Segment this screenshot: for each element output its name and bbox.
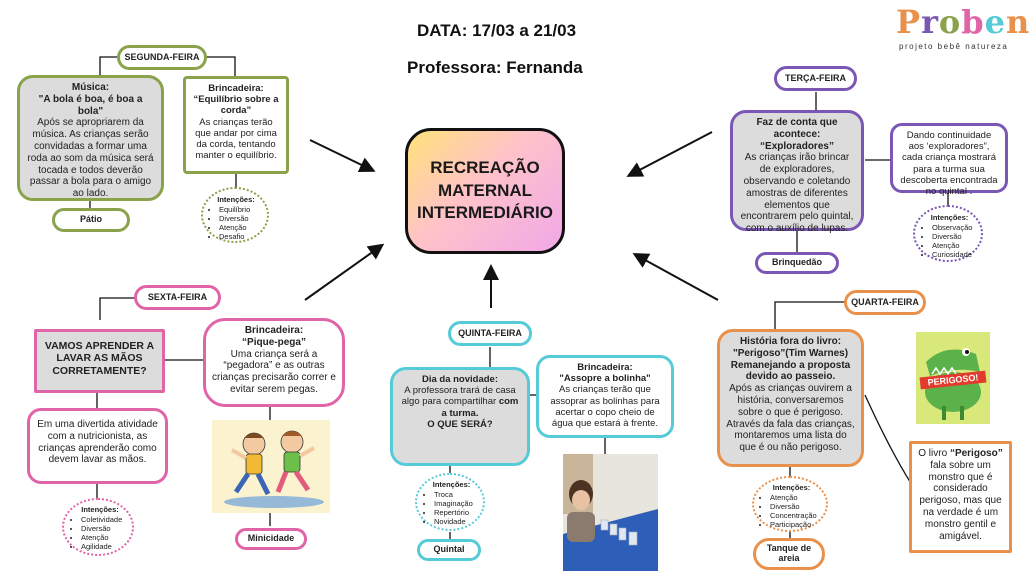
logo-letter: o [938, 3, 962, 41]
header-teacher: Professora: Fernanda [407, 58, 583, 77]
child-blowing-photo [563, 454, 658, 571]
monday-game-box [183, 76, 289, 174]
intentions-title: Intenções: [217, 195, 255, 204]
tuesday-intentions [913, 205, 983, 262]
thursday-game-heading: Brincadeira: [577, 362, 633, 373]
thursday-game-text: As crianças terão que assoprar as bolinhas para acertar o copo cheio de água que estará à frente. [550, 384, 660, 430]
intention-item: • Atenção [219, 223, 263, 232]
intention-item: • Desafio [219, 232, 263, 241]
photo-illustration [563, 454, 658, 571]
wednesday-book-box [909, 441, 1012, 553]
friday-game-text: Uma criança será a “pegadora” e as outras crianças precisarão correr e evitar serem pegas. [212, 348, 336, 395]
wednesday-heading: História fora do livro: [739, 336, 842, 347]
thursday-game-title: "Assopre a bolinha" [559, 373, 651, 385]
intention-item: • Agilidade [81, 542, 129, 551]
intention-item: • Curiosidade [932, 250, 977, 259]
thursday-text-bold: com a turma. [441, 396, 519, 419]
monday-game-heading: Brincadeira: [208, 83, 264, 94]
intention-item: • Diversão [219, 214, 263, 223]
intention-item: • Imaginação [434, 499, 479, 508]
monday-day-label: SEGUNDA-FEIRA [117, 45, 207, 70]
friday-game-heading: Brincadeira: [244, 325, 304, 336]
tuesday-day-label: TERÇA-FEIRA [774, 66, 857, 91]
intentions-title: Intenções: [81, 505, 119, 514]
thursday-intentions [415, 473, 485, 531]
friday-heading-box [34, 329, 165, 393]
thursday-heading: Dia da novidade: [421, 374, 498, 385]
friday-game-box [203, 318, 345, 407]
arrow-friday [305, 246, 381, 300]
monday-music-heading: Música: [71, 82, 110, 93]
arrow-tuesday [630, 132, 712, 175]
wednesday-book-title: “Perigoso” [949, 448, 1003, 459]
logo [896, 3, 1030, 41]
intention-item: • Atenção [932, 241, 977, 250]
thursday-place: Quintal [417, 539, 481, 561]
wednesday-book-prefix: O livro [918, 448, 948, 459]
thursday-game-box [536, 355, 674, 438]
wednesday-book-text: fala sobre um monstro que é considerado perigoso, mas que na verdade é um monstro gentil e amigável. [919, 459, 1002, 542]
intention-item: • Participação [770, 520, 823, 529]
arrow-monday [310, 140, 372, 170]
intention-item: • Diversão [81, 524, 129, 533]
tuesday-place: Brinquedão [755, 252, 839, 274]
intention-item: • Equilíbrio [219, 205, 263, 214]
center-title-box [405, 128, 565, 254]
tuesday-side-text: Dando continuidade aos ‘exploradores”, cada criança mostrará para a turma sua descoberta encontrada no quintal . [900, 130, 998, 198]
intention-item: • Concentração [770, 511, 823, 520]
intentions-title: Intenções: [930, 213, 969, 222]
intention-item: • Observação [932, 223, 977, 232]
friday-place: Minicidade [235, 528, 307, 550]
wednesday-main-box [717, 329, 864, 467]
book-cover-image [916, 332, 990, 424]
intention-item: • Diversão [932, 232, 977, 241]
wednesday-text: Após as crianças ouvirem a história, conversaremos sobre o que é perigoso. Através da fala das crianças, montaremos uma lista do que é ou não perigoso. [726, 383, 855, 454]
monday-game-title: “Equilíbrio sobre a corda” [193, 94, 279, 117]
intention-item: • Atenção [770, 493, 823, 502]
wednesday-intentions [752, 476, 828, 532]
intention-item: • Coletividade [81, 515, 129, 524]
wednesday-title: "Perigoso"(Tim Warnes) [732, 347, 849, 359]
thursday-day-label: QUINTA-FEIRA [448, 321, 532, 346]
tuesday-heading: Faz de conta que acontece: [756, 117, 838, 140]
wednesday-day-label: QUARTA-FEIRA [844, 290, 926, 315]
intentions-title: Intenções: [772, 483, 811, 492]
friday-game-title: “Pique-pega” [242, 336, 306, 348]
monday-music-title: "A bola é boa, é boa a bola" [38, 93, 143, 117]
logo-letter: r [921, 3, 939, 41]
running-kids-drawing [212, 420, 330, 513]
tuesday-title: “Exploradores” [760, 140, 834, 152]
monday-intentions [201, 187, 269, 243]
arrow-wednesday [636, 255, 718, 300]
friday-text-box [27, 408, 168, 484]
kids-running-illustration [212, 420, 330, 513]
intention-item: • Repertório [434, 508, 479, 517]
thursday-text: A professora trará de casa algo para compartilhar [401, 385, 516, 408]
center-title: RECREAÇÃO MATERNAL INTERMEDIÁRIO [417, 157, 553, 223]
intention-item: • Atenção [81, 533, 129, 542]
tuesday-side-box [890, 123, 1008, 198]
intention-item: • Troca [434, 490, 479, 499]
friday-heading: VAMOS APRENDER A LAVAR AS MÃOS CORRETAMENTE? [44, 340, 155, 377]
friday-day-label: SEXTA-FEIRA [134, 285, 221, 310]
intention-item: • Diversão [770, 502, 823, 511]
monday-music-box [17, 75, 164, 201]
logo-subtitle: projeto bebê natureza [899, 42, 1009, 51]
intentions-title: Intenções: [432, 480, 471, 489]
logo-letter: b [961, 3, 985, 41]
logo-letter: e [984, 3, 1006, 41]
wednesday-place: Tanque de areia [753, 538, 825, 570]
book-cover-title: PERIGOSO! [920, 371, 987, 390]
monday-game-text: As crianças terão que andar por cima da corda, tentando manter o equilíbrio. [195, 116, 277, 162]
thursday-question: O QUE SERÁ? [427, 418, 493, 430]
monday-place: Pátio [52, 208, 130, 232]
tuesday-main-box [730, 110, 864, 235]
intention-item: • Novidade [434, 517, 479, 526]
monday-music-text: Após se apropriarem da música. As crianças serão convidadas a formar uma roda ao som da música será tocada e todos deverão passar a bola para o amigo ao lado. [27, 117, 154, 200]
logo-letter: P [896, 3, 922, 41]
friday-text: Em uma divertida atividade com a nutricionista, as crianças aprenderão como devem lavar as mãos. [37, 419, 158, 466]
logo-letter: n [1006, 3, 1030, 41]
wednesday-note: Remanejando a proposta devido ao passeio. [730, 359, 851, 383]
thursday-main-box [390, 367, 530, 466]
header-date: DATA: 17/03 a 21/03 [417, 21, 577, 40]
tuesday-text: As crianças irão brincar de exploradores, observando e coletando amostras de diferentes elementos que encontrarem pelo quintal, com o auxílio de lupas. [740, 152, 854, 235]
friday-intentions [62, 498, 134, 556]
